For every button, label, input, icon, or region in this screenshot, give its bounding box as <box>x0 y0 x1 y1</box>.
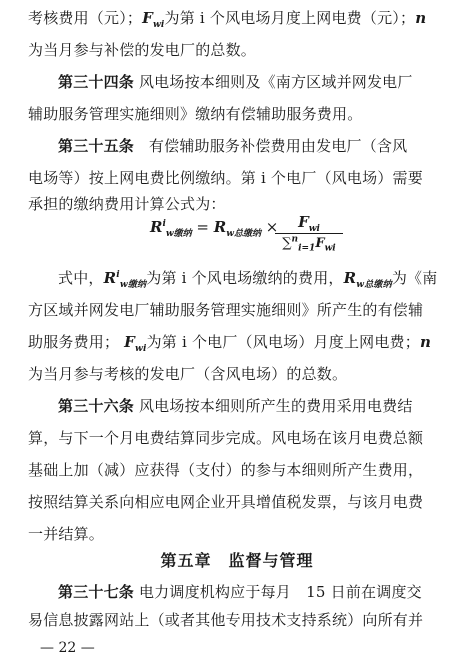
superscript: i <box>162 219 166 229</box>
times-sign: × <box>260 218 279 236</box>
article-title: 第三十四条 <box>58 73 135 91</box>
text-fragment: 风电场按本细则所产生的费用采用电费结 <box>138 397 413 415</box>
subscript: w缴纳 <box>119 280 147 290</box>
text-fragment: 风电场按本细则及《南方区域并网发电厂 <box>138 73 413 91</box>
article-36 <box>58 390 448 422</box>
text-line: 助服务费用； $F_{wi}$为第 i 个电厂（风电场）月度上网电费；n <box>28 333 432 354</box>
text-line <box>28 2 448 34</box>
text-line: 为当月参与补偿的发电厂的总数。 <box>28 41 257 59</box>
text-fragment: 为《南 <box>391 269 438 287</box>
article-title: 第三十七条 <box>58 583 135 601</box>
text-line: 按照结算关系向相应电网企业开具增值税发票，与该月电费 <box>28 493 424 511</box>
variable: n <box>415 9 427 27</box>
text-line: 方区域并网发电厂辅助服务管理实施细则》所产生的有偿辅 <box>28 301 424 319</box>
fraction <box>275 212 343 254</box>
formula-lhs: $R^i_{w缴纳} = R_{w总缴纳}$ × <box>150 218 279 239</box>
formula <box>150 212 350 256</box>
sum-sign: ∑ <box>282 236 292 251</box>
numerator: $F_{wi}$ <box>275 212 343 234</box>
subscript: wi <box>324 243 336 254</box>
article-title: 第三十五条 <box>58 137 135 155</box>
equals-sign: = <box>191 218 214 236</box>
page-number: — 22 — <box>40 640 95 656</box>
text-line: 辅助服务管理实施细则》缴纳有偿辅助服务费用。 <box>28 105 363 123</box>
text-fragment: 助服务费用； <box>28 333 120 351</box>
subscript: w总缴纳 <box>226 229 261 239</box>
chapter-heading: 第五章 监督与管理 <box>160 551 314 570</box>
article-34 <box>58 66 448 98</box>
superscript: n <box>291 234 299 245</box>
text-line: 一并结算。 <box>28 525 105 543</box>
denominator: $\sum^n_{i=1}F_{wi}$ <box>282 234 336 254</box>
text-line: 承担的缴纳费用计算公式为： <box>28 195 226 213</box>
text-line: 算，与下一个月电费结算同步完成。风电场在该月电费总额 <box>28 429 424 447</box>
subscript: w总缴纳 <box>356 280 392 290</box>
superscript: i <box>116 270 120 280</box>
article-35 <box>58 130 448 162</box>
subscript: w缴纳 <box>165 229 192 239</box>
subscript: i=1 <box>298 243 316 254</box>
text-fragment: 式中， <box>58 269 104 287</box>
text-line: 基础上加（减）应获得（支付）的参与本细则所产生费用， <box>28 461 424 479</box>
text-line: 式中，$R^i_{w缴纳}$为第 i 个风电场缴纳的费用，$R_{w总缴纳}$为《南 <box>58 269 438 290</box>
text-fragment: 电力调度机构应于每月 15 日前在调度交 <box>138 583 422 601</box>
text-fragment: 为第 i 个风电场月度上网电费（元）； <box>164 9 416 27</box>
subscript: wi <box>135 344 147 354</box>
subscript: wi <box>308 224 320 234</box>
text-line: 电场等）按上网电费比例缴纳。第 i 个电厂（风电场）需要 <box>28 169 423 187</box>
article-title: 第三十六条 <box>58 397 135 415</box>
subscript: wi <box>152 20 165 30</box>
variable: F <box>142 9 153 27</box>
variable: n <box>419 333 432 351</box>
text-fragment: 有偿辅助服务补偿费用由发电厂（含风 <box>148 137 408 155</box>
text-fragment: 为第 i 个电厂（风电场）月度上网电费； <box>146 333 420 351</box>
text-line: 为当月参与考核的发电厂（含风电场）的总数。 <box>28 365 348 383</box>
text-fragment: 为第 i 个风电场缴纳的费用， <box>146 269 344 287</box>
text-line: 易信息披露网站上（或者其他专用技术支持系统）向所有并 <box>28 611 424 629</box>
text-fragment: 考核费用（元）； <box>28 9 143 27</box>
